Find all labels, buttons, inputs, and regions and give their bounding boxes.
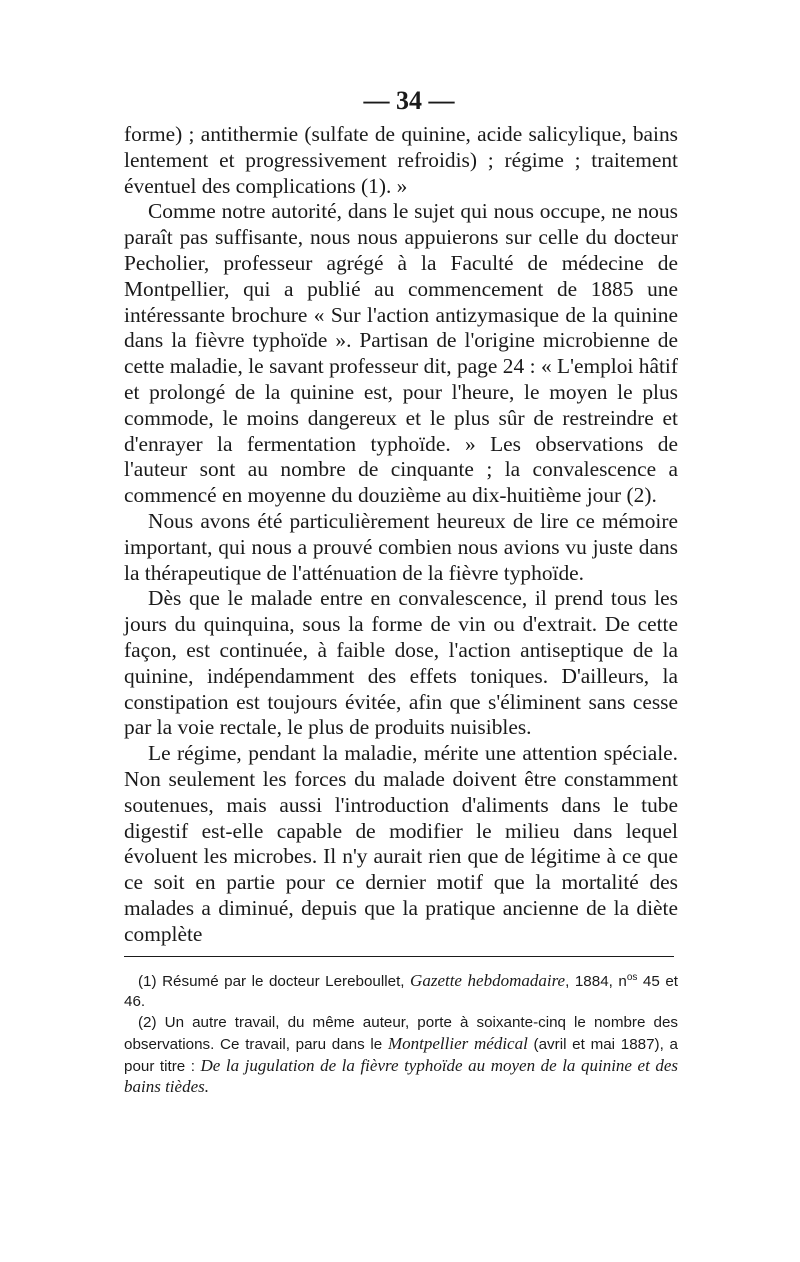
footnote-2-title: De la jugulation de la fièvre typhoïde au moyen de la quinine et des bains tièdes. [124,1055,679,1097]
footnote-1-end: 45 et 46. [124,972,678,1011]
footnote-2-text: (2) Un autre travail, du même auteur, porte à soixante-cinq le nombre des observations. Ce travail, paru dans le [124,1014,678,1053]
footnote-divider [124,956,674,957]
footnote-1-journal: Gazette hebdomadaire [410,970,566,990]
paragraph-2: Comme notre autorité, dans le sujet qui nous occupe, ne nous paraît pas suffisante, nous nous appuierons sur celle du docteur Pecholier, professeur agrégé à la Faculté de médecine de Montpellier, qui a publié au commencement de 1885 une intéressante brochure « Sur l'action antizymasique de la quinine dans la fièvre typhoïde ». Partisan de l'origine microbienne de cette maladie, le savant professeur dit, page 24 : « L'emploi hâtif et prolongé de la quinine est, pour l'heure, le moyen le plus commode, le moins dangereux et le plus sûr de restreindre et d'enrayer la fermentation typhoïde. » Les observations de l'auteur sont au nombre de cinquante ; la convalescence a commencé en moyenne du douzième au dix-huitième jour (2). [124,199,678,508]
paragraph-3: Nous avons été particulièrement heureux de lire ce mémoire important, qui nous a prouvé combien nous avions vu juste dans la thérapeutique de l'atténuation de la fièvre typhoïde. [124,508,678,585]
footnote-1-issue: , 1884, n [565,972,627,990]
footnote-1 [124,971,678,1014]
footnote-1-sup: os [626,971,638,983]
footnote-1-text: (1) Résumé par le docteur Lereboullet, [138,972,411,990]
footnotes [124,971,678,1100]
paragraph-1: forme) ; antithermie (sulfate de quinine, acide salicylique, bains lentement et progressivement refroidis) ; régime ; traitement éventuel des complications (1). » [124,122,678,198]
paragraph-4: Dès que le malade entre en convalescence, il prend tous les jours du quinquina, sous la forme de vin ou d'extrait. De cette façon, est continuée, à faible dose, l'action antiseptique de la quinine, indépendamment des effets toniques. D'ailleurs, la constipation est toujours évitée, afin que s'éliminent sans cesse par la voie rectale, le plus de produits nuisibles. [124,586,678,740]
body-text [124,122,678,948]
footnote-2-middle: (avril et mai 1887), a pour titre : [124,1035,679,1075]
footnote-2-journal: Montpellier médical [387,1033,528,1053]
page-number: — 34 — [363,86,455,115]
footnote-2 [124,1013,678,1099]
book-page [124,86,678,1099]
paragraph-5: Le régime, pendant la maladie, mérite une attention spéciale. Non seulement les forces du malade doivent être constamment soutenues, mais aussi l'introduction d'aliments dans le tube digestif est-elle capable de modifier le milieu dans lequel évoluent les microbes. Il n'y aurait rien que de légitime à ce que ce soit en partie pour ce dernier motif que la mortalité des malades a diminué, depuis que la pratique ancienne de la diète complète [124,741,678,946]
